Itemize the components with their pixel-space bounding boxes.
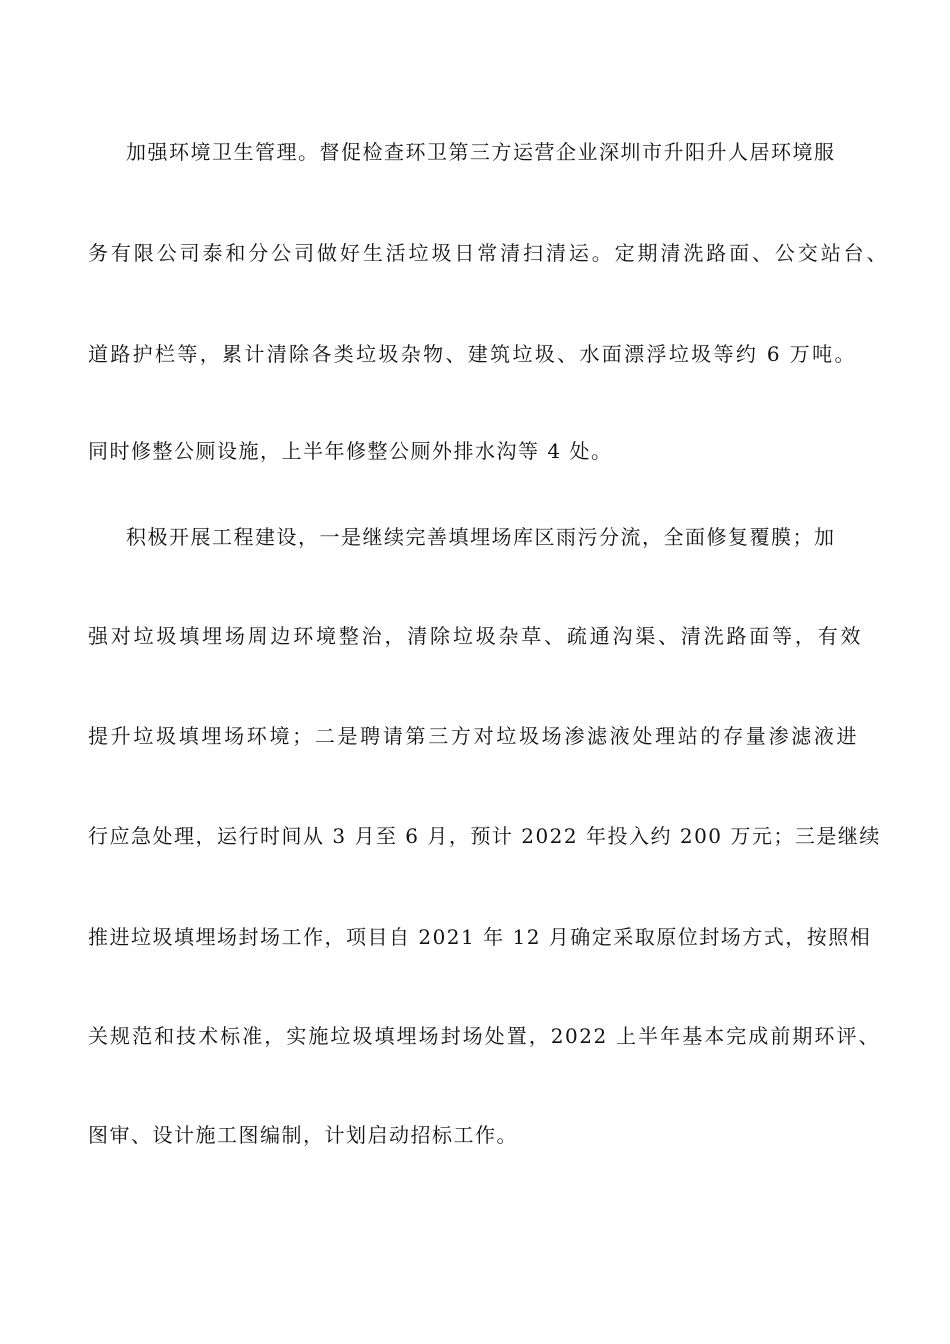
paragraph-line: 推进垃圾填埋场封场工作，项目自 2021 年 12 月确定采取原位封场方式，按照相 <box>88 925 872 949</box>
paragraph-line: 加强环境卫生管理。督促检查环卫第三方运营企业深圳市升阳升人居环境服 <box>126 140 836 164</box>
paragraph-line: 关规范和技术标准，实施垃圾填埋场封场处置，2022 上半年基本完成前期环评、 <box>88 1024 880 1048</box>
paragraph-line: 道路护栏等，累计清除各类垃圾杂物、建筑垃圾、水面漂浮垃圾等约 6 万吨。 <box>88 342 856 366</box>
paragraph-line: 行应急处理，运行时间从 3 月至 6 月，预计 2022 年投入约 200 万元；三是继续 <box>88 824 881 848</box>
paragraph-line: 同时修整公厕设施，上半年修整公厕外排水沟等 4 处。 <box>88 439 613 463</box>
paragraph-line: 图审、设计施工图编制，计划启动招标工作。 <box>88 1123 518 1147</box>
paragraph-line: 强对垃圾填埋场周边环境整治，清除垃圾杂草、疏通沟渠、清洗路面等，有效 <box>88 624 862 648</box>
paragraph-line: 积极开展工程建设，一是继续完善填埋场库区雨污分流，全面修复覆膜；加 <box>126 525 836 549</box>
paragraph-line: 提升垃圾填埋场环境；二是聘请第三方对垃圾场渗滤液处理站的存量渗滤液进 <box>88 724 858 748</box>
paragraph-line: 务有限公司泰和分公司做好生活垃圾日常清扫清运。定期清洗路面、公交站台、 <box>88 241 888 265</box>
